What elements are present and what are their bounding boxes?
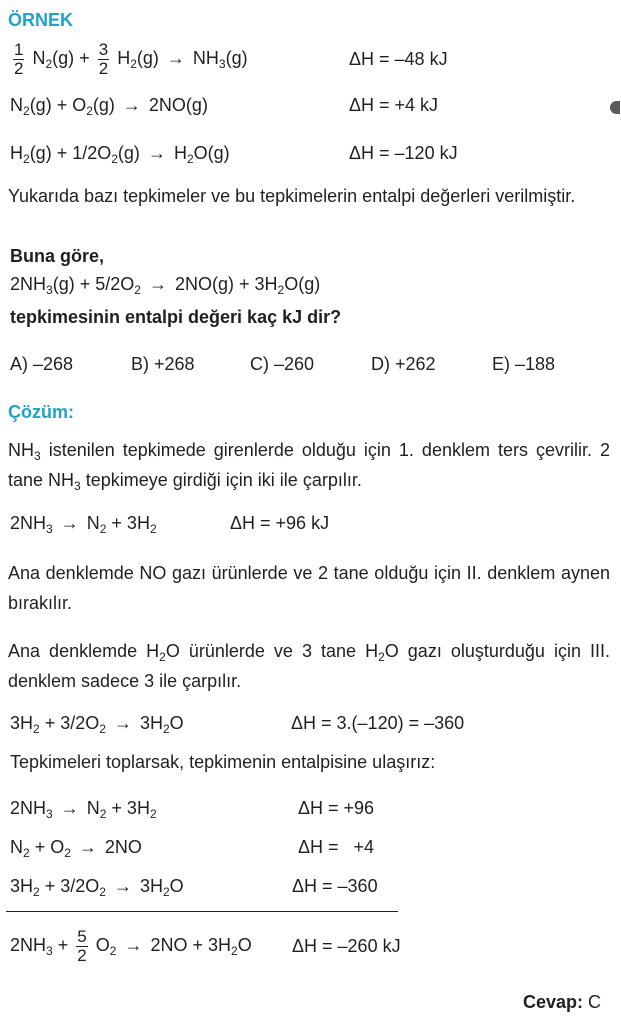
enthalpy-1: ΔH = –48 kJ <box>349 49 448 69</box>
buna-gore-label: Buna göre, <box>10 246 105 266</box>
given-equation-2: $N_2(g) + O_2(g) \to 2NO(g)$ <box>10 95 208 118</box>
sum-equation-3: $3H_2 + 3/2O_2 \to 3H_2O$ <box>10 876 184 899</box>
solution-paragraph-2: Ana denklemde NO gazı ürünlerde ve 2 tane olduğu için II. denklem aynen bırakılır. <box>8 563 610 613</box>
solution-equation-2: $3H_2 + 3/2O_2 \to 3H_2O$ <box>10 713 184 736</box>
enthalpy-2: ΔH = +4 kJ <box>349 95 439 115</box>
option-d[interactable]: D) +262 <box>371 354 436 374</box>
arrow-icon: → <box>60 798 79 818</box>
solution-enthalpy-2: ΔH = 3.(–120) = –360 <box>291 713 465 733</box>
answer-label: Cevap: <box>523 992 584 1012</box>
enthalpy-3: ΔH = –120 kJ <box>349 143 458 163</box>
page-edge-mark <box>610 101 620 114</box>
sum-enthalpy-3: ΔH = –360 <box>292 876 378 896</box>
option-c[interactable]: C) –260 <box>250 354 315 374</box>
solution-paragraph-3: Ana denklemde $H_2O$ ürünlerde ve 3 tane $H_2O$ gazı oluşturduğu için III. denklem sadece 3 ile çarpılır. <box>8 641 610 691</box>
fraction-3-2: $\frac{3}{2}$ <box>98 39 109 78</box>
arrow-icon: → <box>122 95 141 115</box>
arrow-icon: → <box>113 876 132 896</box>
solution-enthalpy-1: ΔH = +96 kJ <box>230 513 330 533</box>
option-e[interactable]: E) –188 <box>492 354 556 374</box>
sum-enthalpy-1: ΔH = +96 <box>298 798 375 818</box>
answer-value: C <box>588 992 602 1012</box>
final-equation: $2NH_3$ + $\frac{5}{2}$ $O_2 \to 2NO + 3H_2O$ <box>10 926 252 965</box>
arrow-icon: → <box>147 143 166 163</box>
option-a[interactable]: A) –268 <box>10 354 74 374</box>
solution-paragraph-4: Tepkimeleri toplarsak, tepkimenin entalpisine ulaşırız: <box>10 752 436 772</box>
given-equation-3: $H_2(g) + 1/2O_2(g) \to H_2O(g)$ <box>10 143 230 166</box>
solution-label: Çözüm: <box>8 402 74 422</box>
intro-text: Yukarıda bazı tepkimeler ve bu tepkimelerin entalpi değerleri verilmiştir. <box>8 186 576 206</box>
fraction-1-2: $\frac{1}{2}$ <box>14 39 24 78</box>
solution-equation-1: $2NH_3 \to N_2 + 3H_2$ <box>10 513 157 536</box>
arrow-icon: → <box>166 48 185 68</box>
arrow-icon: → <box>78 837 97 857</box>
solution-paragraph-1: $NH_3$ istenilen tepkimede girenlerde olduğu için 1. denklem ters çevrilir. 2 tane $NH_3$ tepkimeye girdiği için iki ile çarpılır. <box>8 440 610 493</box>
answer <box>523 991 601 1013</box>
arrow-icon: → <box>113 713 132 733</box>
example-label: ÖRNEK <box>8 10 74 30</box>
given-equation-1: $\frac{1}{2}$ $N_2(g)$ + $\frac{3}{2}$ $H_2(g) \to NH_3(g)$ <box>14 39 248 78</box>
sum-equation-2: $N_2 + O_2 \to 2NO$ <box>10 837 142 860</box>
option-b[interactable]: B) +268 <box>131 354 195 374</box>
summation-line <box>6 911 398 912</box>
question-text: tepkimesinin entalpi değeri kaç kJ dir? <box>10 307 342 327</box>
fraction-5-2: $\frac{5}{2}$ <box>77 926 87 965</box>
arrow-icon: → <box>148 274 167 294</box>
arrow-icon: → <box>60 513 79 533</box>
target-equation: $2NH_3(g) + 5/2O_2 \to 2NO(g) + 3H_2O(g)$ <box>10 274 321 297</box>
final-enthalpy: ΔH = –260 kJ <box>292 936 401 956</box>
sum-equation-1: $2NH_3 \to N_2 + 3H_2$ <box>10 798 157 821</box>
arrow-icon: → <box>124 935 143 955</box>
sum-enthalpy-2: ΔH = +4 <box>298 837 375 857</box>
